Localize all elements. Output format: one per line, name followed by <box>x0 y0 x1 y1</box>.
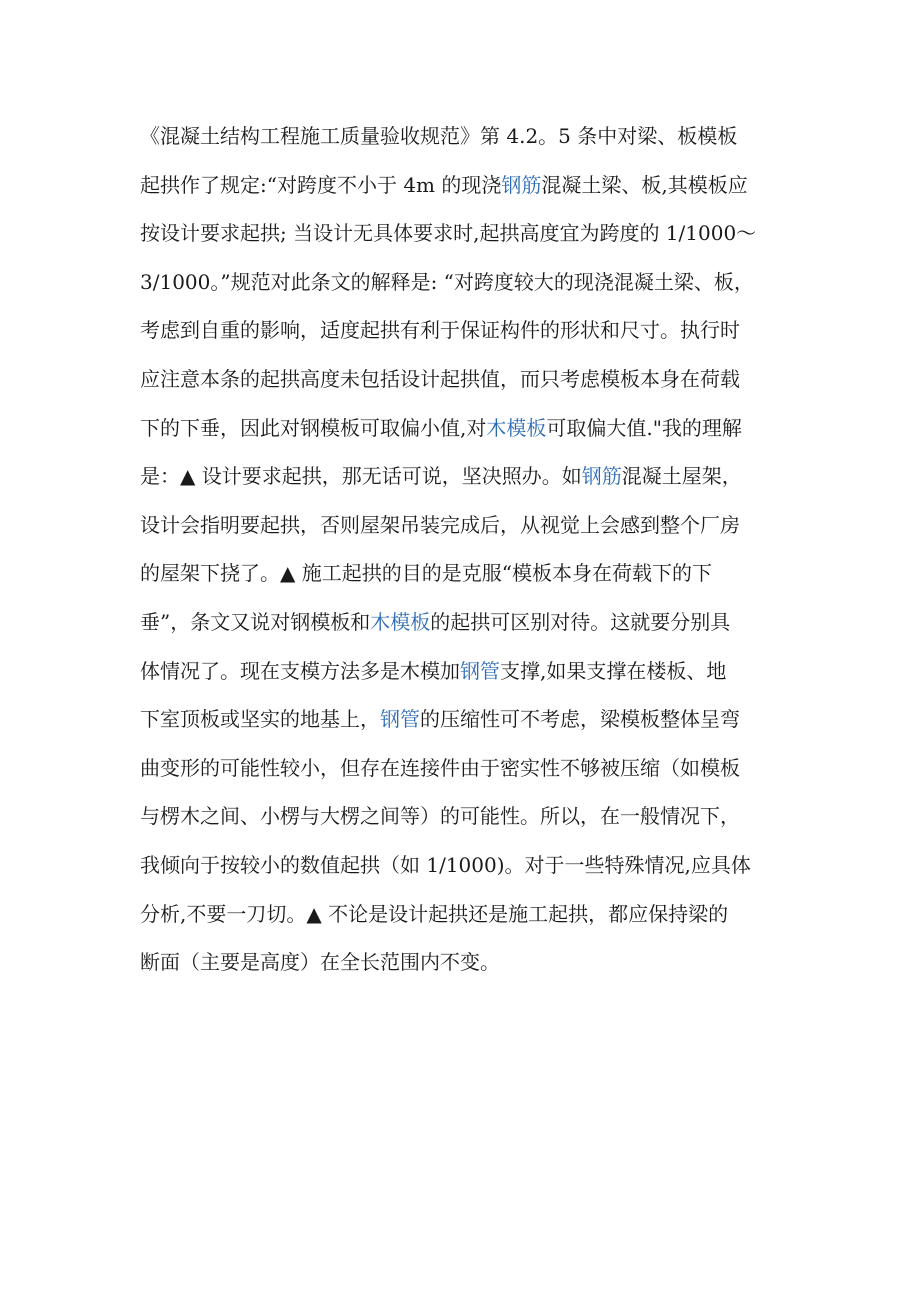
text-line <box>140 707 780 731</box>
text-line <box>140 318 780 342</box>
text-segment: 体情况了。现在支模方法多是木模加 <box>140 658 460 683</box>
text-segment: 的压缩性可不考虑，梁模板整体呈弯 <box>420 707 740 732</box>
text-segment: 《混凝土结构工程施工质量验收规范》第 4.2。5 条中对梁、板模板 <box>140 124 738 148</box>
text-segment: 与楞木之间、小楞与大楞之间等）的可能性。所以，在一般情况下， <box>140 804 740 829</box>
text-line <box>140 659 780 683</box>
text-segment: 可取偏大值."我的理解 <box>546 415 742 440</box>
text-segment: 下室顶板或坚实的地基上， <box>140 707 380 732</box>
text-line <box>140 756 780 780</box>
text-line <box>140 853 780 877</box>
text-segment: 我倾向于按较小的数值起拱（如 1/1000)。对于一些特殊情况,应具体 <box>140 853 751 877</box>
text-segment: 垂”，条文又说对钢模板和 <box>140 610 371 634</box>
text-segment: 应注意本条的起拱高度未包括设计起拱值，而只考虑模板本身在荷载 <box>140 367 740 391</box>
text-segment: 按设计要求起拱; 当设计无具体要求时,起拱高度宜为跨度的 1/1000～ <box>140 221 757 246</box>
text-segment: 的屋架下挠了。▲ 施工起拱的目的是克服“模板本身在荷载下的下 <box>140 561 712 586</box>
text-segment: 3/1000。”规范对此条文的解释是: “对跨度较大的现浇混凝土梁、板， <box>140 269 754 294</box>
inline-link[interactable]: 木模板 <box>486 415 547 440</box>
text-segment: 分析,不要一刀切。▲ 不论是设计起拱还是施工起拱，都应保持梁的 <box>140 901 729 926</box>
text-segment: 起拱作了规定:“对跨度不小于 4m 的现浇 <box>140 172 502 197</box>
inline-link[interactable]: 木模板 <box>370 610 431 634</box>
text-segment: 下的下垂，因此对钢模板可取偏小值,对 <box>140 415 487 440</box>
text-line <box>140 610 780 634</box>
text-line <box>140 367 780 391</box>
inline-link[interactable]: 钢筋 <box>501 172 542 197</box>
text-line <box>140 950 780 974</box>
text-segment: 考虑到自重的影响，适度起拱有利于保证构件的形状和尺寸。执行时 <box>140 318 740 343</box>
text-segment: 是：▲ 设计要求起拱，那无话可说，坚决照办。如 <box>140 464 582 489</box>
text-line <box>140 221 780 245</box>
text-line <box>140 561 780 585</box>
text-segment: 设计会指明要起拱，否则屋架吊装完成后，从视觉上会感到整个厂房 <box>140 512 740 537</box>
text-line <box>140 173 780 197</box>
inline-link[interactable]: 钢管 <box>460 658 500 683</box>
text-line <box>140 804 780 828</box>
inline-link[interactable]: 钢筋 <box>581 464 622 489</box>
text-segment: 混凝土梁、板,其模板应 <box>541 172 748 197</box>
text-segment: 曲变形的可能性较小，但存在连接件由于密实性不够被压缩（如模板 <box>140 755 740 780</box>
text-line <box>140 124 780 148</box>
text-line <box>140 902 780 926</box>
text-segment: 支撑,如果支撑在楼板、地 <box>500 658 727 683</box>
inline-link[interactable]: 钢管 <box>380 707 420 732</box>
text-line <box>140 513 780 537</box>
text-segment: 的起拱可区别对待。这就要分别具 <box>430 610 731 634</box>
text-line <box>140 270 780 294</box>
text-line <box>140 416 780 440</box>
text-segment: 混凝土屋架， <box>621 464 742 489</box>
text-line <box>140 464 780 488</box>
text-segment: 断面（主要是高度）在全长范围内不变。 <box>140 950 500 975</box>
